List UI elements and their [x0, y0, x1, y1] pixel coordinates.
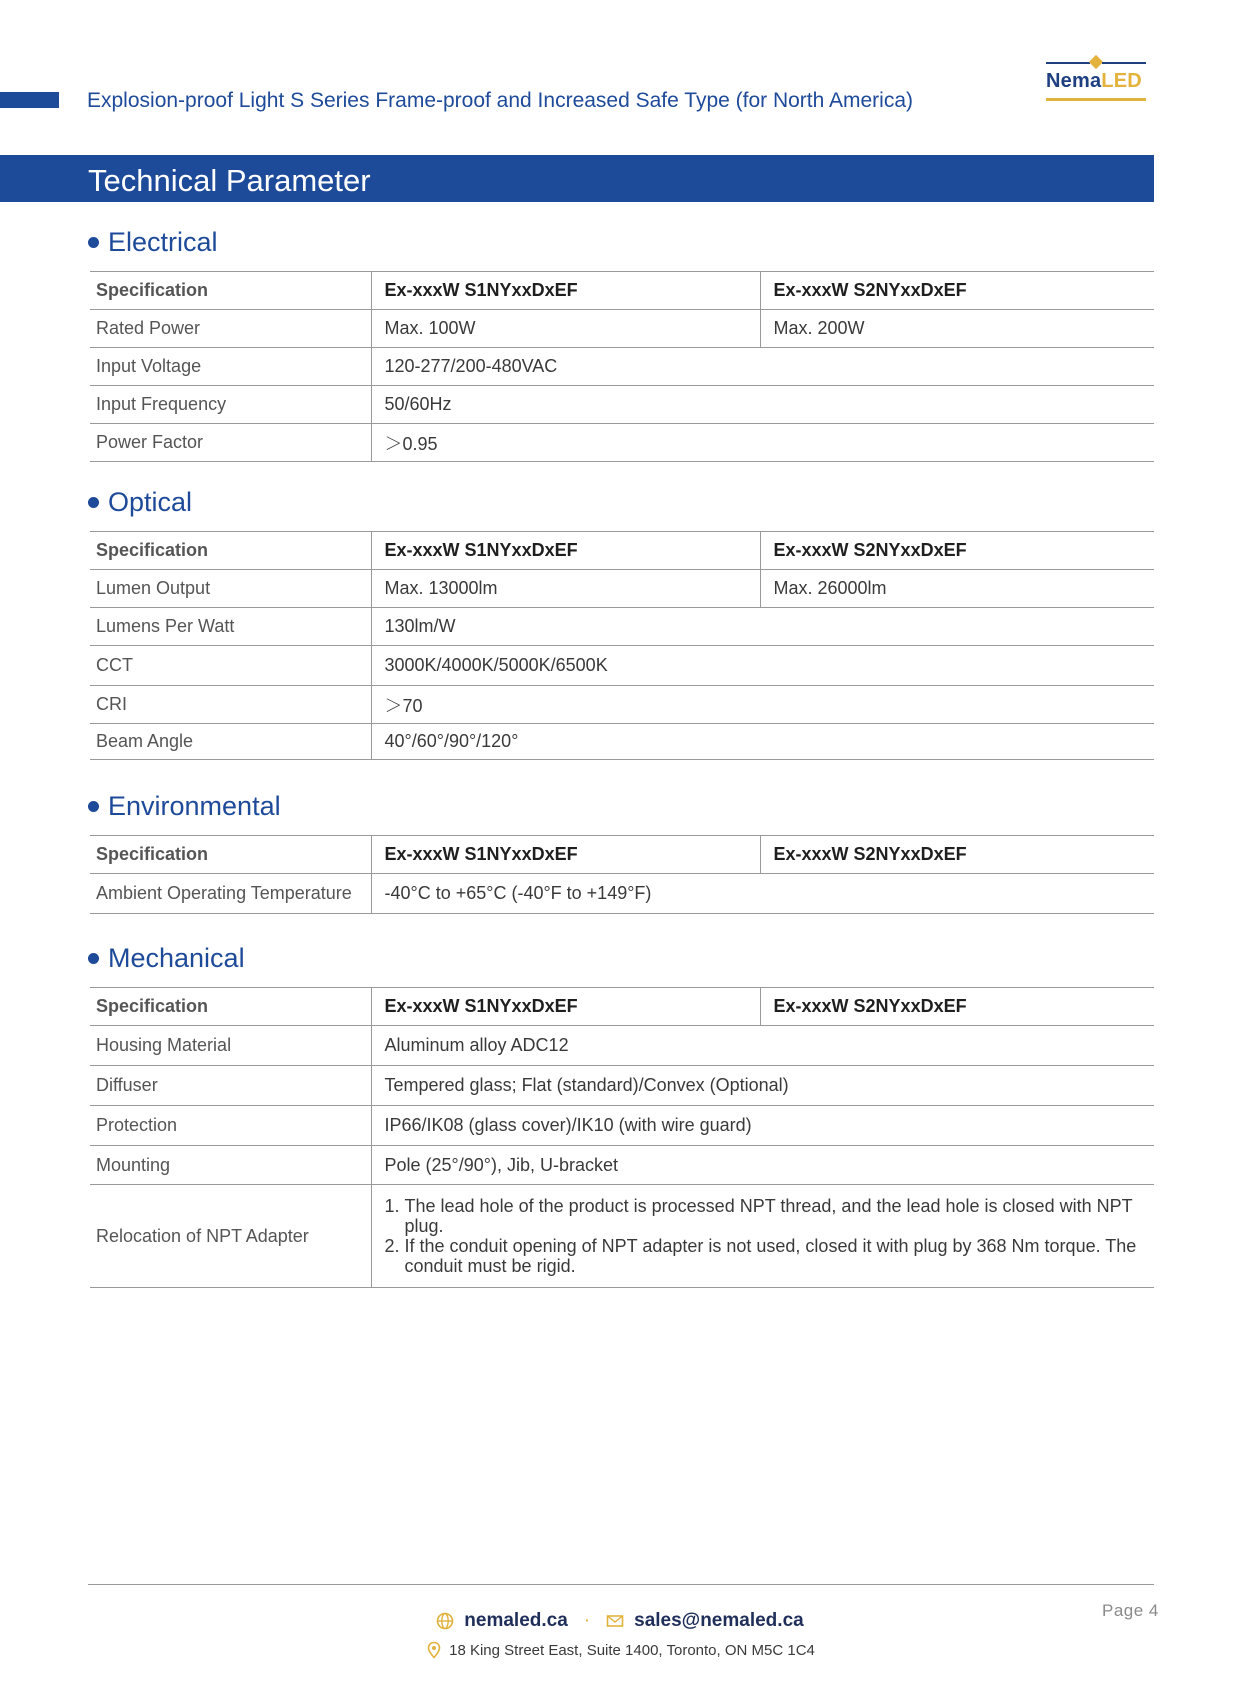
row-label: Lumen Output [90, 570, 371, 608]
column-header: Specification [90, 988, 371, 1026]
logo-wordmark [1046, 70, 1142, 93]
row-label: Rated Power [90, 310, 371, 348]
row-value: Max. 100W [371, 310, 760, 348]
table-row [90, 1185, 1154, 1288]
list-item-number: 2. [384, 1236, 400, 1256]
row-value: 50/60Hz [371, 386, 1154, 424]
table-row [90, 1066, 1154, 1106]
bullet-icon [88, 801, 99, 812]
table-row [90, 310, 1154, 348]
document-title: Explosion-proof Light S Series Frame-proof and Increased Safe Type (for North America) [87, 89, 914, 112]
logo-text-nema: Nema [1046, 70, 1102, 92]
table-row [90, 724, 1154, 760]
row-value: Max. 26000lm [760, 570, 1154, 608]
row-value: Max. 200W [760, 310, 1154, 348]
row-value: ＞70 [371, 686, 1154, 724]
website-link[interactable]: nemaled.ca [464, 1610, 568, 1631]
row-value: 40°/60°/90°/120° [371, 724, 1154, 760]
environmental-table [90, 835, 1154, 914]
row-value: 3000K/4000K/5000K/6500K [371, 646, 1154, 686]
mechanical-heading-text: Mechanical [108, 943, 245, 973]
table-row [90, 686, 1154, 724]
list-item [385, 1236, 1149, 1276]
row-value: Max. 13000lm [371, 570, 760, 608]
list-item [385, 1196, 1149, 1236]
row-label: Input Frequency [90, 386, 371, 424]
electrical-heading [88, 227, 218, 258]
row-value: -40°C to +65°C (-40°F to +149°F) [371, 874, 1154, 914]
row-value: IP66/IK08 (glass cover)/IK10 (with wire guard) [371, 1106, 1154, 1146]
column-header: Ex-xxxW S1NYxxDxEF [371, 532, 760, 570]
row-label: Power Factor [90, 424, 371, 462]
footer-contact [0, 1610, 1240, 1632]
section-banner [0, 155, 1154, 202]
row-label: Relocation of NPT Adapter [90, 1185, 371, 1288]
banner-title: Technical Parameter [88, 163, 371, 198]
column-header: Ex-xxxW S2NYxxDxEF [760, 988, 1154, 1026]
mechanical-table [90, 987, 1154, 1288]
npt-notes-list [385, 1196, 1149, 1276]
logo-rule-right [1102, 62, 1146, 64]
row-value: Tempered glass; Flat (standard)/Convex (Optional) [371, 1066, 1154, 1106]
logo-rule-left [1046, 62, 1090, 64]
electrical-table [90, 271, 1154, 462]
row-value [371, 1185, 1154, 1288]
bullet-icon [88, 237, 99, 248]
electrical-heading-text: Electrical [108, 227, 218, 257]
optical-heading [88, 487, 192, 518]
column-header: Ex-xxxW S1NYxxDxEF [371, 272, 760, 310]
row-value: Pole (25°/90°), Jib, U-bracket [371, 1146, 1154, 1185]
row-label: Diffuser [90, 1066, 371, 1106]
table-row [90, 874, 1154, 914]
table-row [90, 1026, 1154, 1066]
footer-separator: · [583, 1610, 591, 1631]
table-header-row [90, 836, 1154, 874]
row-value: ＞0.95 [371, 424, 1154, 462]
table-row [90, 570, 1154, 608]
nemaled-logo [1046, 56, 1150, 104]
table-row [90, 646, 1154, 686]
row-value: 120-277/200-480VAC [371, 348, 1154, 386]
logo-diamond-icon [1089, 55, 1103, 69]
environmental-heading [88, 791, 281, 822]
bullet-icon [88, 497, 99, 508]
table-row [90, 1106, 1154, 1146]
footer-divider [88, 1584, 1154, 1585]
table-header-row [90, 532, 1154, 570]
column-header: Ex-xxxW S1NYxxDxEF [371, 836, 760, 874]
list-item-number: 1. [384, 1196, 400, 1216]
header-accent-bar [0, 92, 59, 108]
row-label: Input Voltage [90, 348, 371, 386]
optical-table [90, 531, 1154, 760]
column-header: Ex-xxxW S2NYxxDxEF [760, 272, 1154, 310]
logo-underline [1046, 98, 1146, 101]
column-header: Specification [90, 532, 371, 570]
environmental-heading-text: Environmental [108, 791, 281, 821]
column-header: Specification [90, 272, 371, 310]
row-label: CCT [90, 646, 371, 686]
column-header: Ex-xxxW S2NYxxDxEF [760, 532, 1154, 570]
row-label: Mounting [90, 1146, 371, 1185]
column-header: Ex-xxxW S2NYxxDxEF [760, 836, 1154, 874]
row-label: Ambient Operating Temperature [90, 874, 371, 914]
table-row [90, 424, 1154, 462]
optical-heading-text: Optical [108, 487, 193, 517]
table-row [90, 348, 1154, 386]
list-item-text: If the conduit opening of NPT adapter is not used, closed it with plug by 368 Nm torque. The conduit must be rigid. [404, 1236, 1137, 1276]
globe-icon [436, 1612, 454, 1630]
map-pin-icon [425, 1641, 443, 1659]
list-item-text: The lead hole of the product is processed NPT thread, and the lead hole is closed with NPT plug. [404, 1196, 1133, 1236]
email-link[interactable]: sales@nemaled.ca [634, 1610, 804, 1631]
row-label: Protection [90, 1106, 371, 1146]
row-label: Lumens Per Watt [90, 608, 371, 646]
envelope-icon [606, 1612, 624, 1630]
row-value: 130lm/W [371, 608, 1154, 646]
footer-address [0, 1641, 1240, 1659]
table-header-row [90, 272, 1154, 310]
logo-text-led: LED [1101, 70, 1142, 92]
column-header: Specification [90, 836, 371, 874]
table-row [90, 386, 1154, 424]
mechanical-heading [88, 943, 245, 974]
address-text: 18 King Street East, Suite 1400, Toronto, ON M5C 1C4 [449, 1641, 815, 1659]
column-header: Ex-xxxW S1NYxxDxEF [371, 988, 760, 1026]
table-header-row [90, 988, 1154, 1026]
page-number: Page 4 [1102, 1601, 1159, 1620]
table-row [90, 1146, 1154, 1185]
row-label: Housing Material [90, 1026, 371, 1066]
table-row [90, 608, 1154, 646]
row-label: CRI [90, 686, 371, 724]
row-label: Beam Angle [90, 724, 371, 760]
bullet-icon [88, 953, 99, 964]
row-value: Aluminum alloy ADC12 [371, 1026, 1154, 1066]
